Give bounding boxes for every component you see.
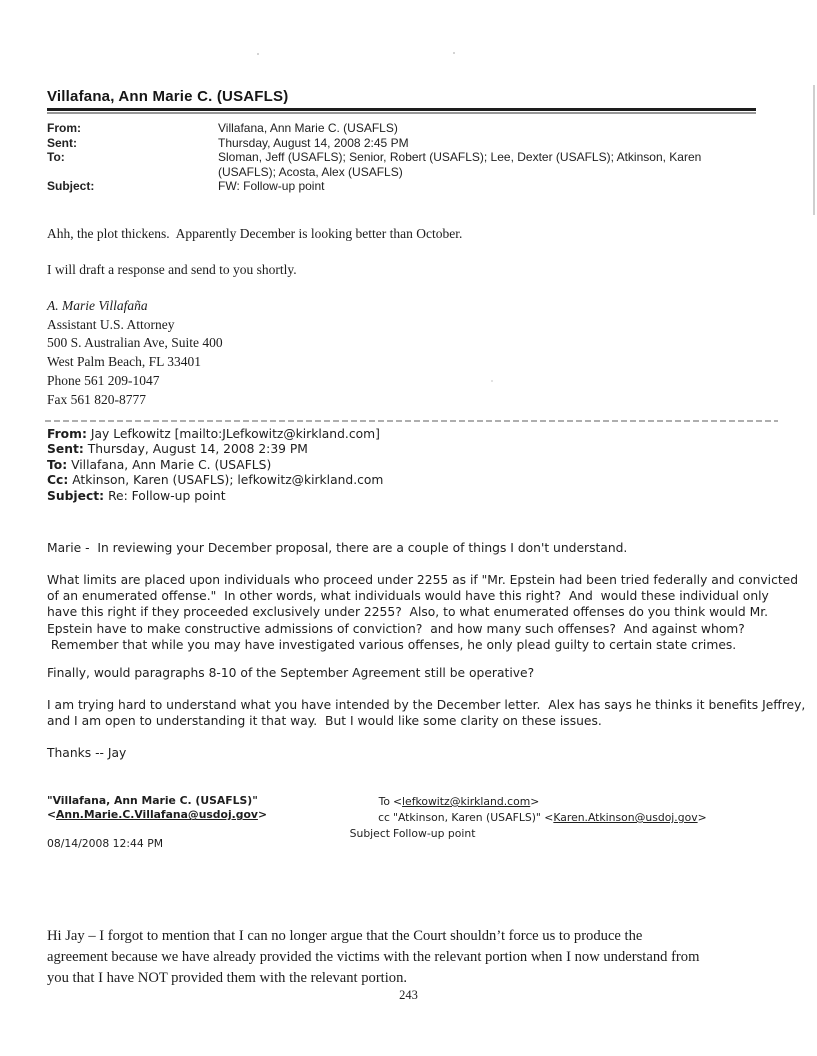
email2-body-paragraph-2	[47, 572, 798, 653]
quote-cc-label: cc	[378, 810, 390, 824]
email2-to-value: Villafana, Ann Marie C. (USAFLS)	[71, 457, 272, 472]
email2-sent-row	[47, 442, 383, 457]
quote-sender-name: "Villafana, Ann Marie C. (USAFLS)"	[47, 794, 258, 807]
email1-subject-label: Subject:	[47, 179, 95, 194]
scan-speck	[453, 52, 455, 54]
paragraph-line: of an enumerated offense." In other words, what individuals would have this right? And would these individual only	[47, 589, 769, 604]
quote-datetime: 08/14/2008 12:44 PM	[47, 837, 164, 850]
email2-cc-value: Atkinson, Karen (USAFLS); lefkowitz@kirkland.com	[72, 473, 384, 488]
email1-subject-value: FW: Follow-up point	[218, 179, 325, 194]
quote-to-row	[345, 794, 707, 810]
quote-cc-value	[393, 810, 707, 826]
email2-sent-label: Sent:	[47, 442, 84, 457]
email2-from-row	[47, 427, 383, 442]
paragraph-line: Remember that while you may have investigated various offenses, he only plead guilty to certain state crimes.	[47, 637, 737, 652]
note-line: Hi Jay – I forgot to mention that I can no longer argue that the Court shouldn’t force us to produce the	[47, 928, 643, 944]
paragraph-line: I am trying hard to understand what you have intended by the December letter. Alex has says he thinks it benefits Jeffrey,	[47, 698, 806, 712]
to-email-link: lefkowitz@kirkland.com	[402, 795, 531, 808]
bracket: <	[47, 808, 57, 822]
email2-cc-label: Cc:	[47, 473, 69, 488]
signature-line: West Palm Beach, FL 33401	[47, 354, 202, 370]
note-line: agreement because we have already provided the victims with the relevant portion when I now understand from	[47, 948, 700, 965]
note-line: you that I have NOT provided them with the relevant portion.	[47, 969, 408, 986]
email2-closing: Thanks -- Jay	[47, 746, 127, 760]
quote-subject-label: Subject	[349, 826, 390, 840]
email1-body-paragraph-2: I will draft a response and send to you shortly.	[47, 262, 297, 277]
email1-signature	[47, 297, 223, 409]
paragraph-line: Epstein have to make constructive admissions of conviction? and how many such offenses? And against whom?	[47, 621, 745, 636]
email1-from-row	[47, 121, 740, 136]
page-header	[47, 89, 756, 114]
email2-header	[47, 427, 383, 504]
signature-name: A. Marie Villafaña	[47, 298, 148, 313]
email1-sent-label: Sent:	[47, 135, 77, 150]
email2-subject-label: Subject:	[47, 488, 105, 503]
email1-to-label: To:	[47, 150, 65, 165]
bracket: >	[697, 810, 707, 824]
quote-to-label: To	[378, 795, 390, 808]
signature-line: Fax 561 820-8777	[47, 391, 146, 407]
signature-line: Phone 561 209-1047	[47, 372, 160, 388]
quote-routing-block	[345, 794, 707, 842]
quote-cc-row	[345, 810, 707, 826]
bracket: <	[393, 795, 403, 808]
quote-sender-email	[47, 808, 267, 822]
title-underline-shadow	[47, 112, 756, 114]
email2-to-row	[47, 458, 383, 473]
scan-edge-artifact	[813, 85, 815, 215]
email1-header	[47, 121, 740, 194]
cc-email-link: Karen.Atkinson@usdoj.gov	[553, 810, 698, 824]
bracket: >	[530, 795, 540, 808]
email1-to-value: Sloman, Jeff (USAFLS); Senior, Robert (USAFLS); Lee, Dexter (USAFLS); Atkinson, Karen (USAFLS); Acosta, Alex (USAFLS)	[218, 150, 705, 179]
email-separator-line	[45, 420, 778, 422]
email1-sent-value: Thursday, August 14, 2008 2:45 PM	[218, 135, 409, 150]
email1-sent-row	[47, 136, 740, 151]
title-underline	[47, 108, 756, 111]
quote-subject-row	[345, 826, 707, 842]
cc-name: "Atkinson, Karen (USAFLS)" <	[393, 810, 554, 824]
email1-to-row	[47, 150, 740, 179]
email2-to-label: To:	[47, 457, 68, 472]
quote-sender-block	[47, 794, 267, 822]
quote-subject-value: Follow-up point	[393, 826, 476, 840]
email2-from-value: Jay Lefkowitz [mailto:JLefkowitz@kirkland.com]	[90, 427, 380, 441]
paragraph-line: What limits are placed upon individuals who proceed under 2255 as if "Mr. Epstein had been tried federally and convicted	[47, 573, 799, 587]
page-title: Villafana, Ann Marie C. (USAFLS)	[47, 88, 289, 105]
email1-from-value: Villafana, Ann Marie C. (USAFLS)	[218, 121, 398, 135]
bracket: >	[257, 808, 267, 822]
email2-from-label: From:	[47, 427, 87, 441]
email2-cc-row	[47, 473, 383, 488]
scan-speck	[491, 380, 493, 382]
email2-sent-value: Thursday, August 14, 2008 2:39 PM	[87, 442, 308, 457]
page-number: 243	[399, 988, 418, 1002]
email1-from-label: From:	[47, 121, 81, 135]
scan-speck	[257, 53, 259, 55]
email2-body-paragraph-4	[47, 698, 805, 729]
signature-line: 500 S. Australian Ave, Suite 400	[47, 335, 223, 351]
paragraph-line: and I am open to understanding it that way. But I would like some clarity on these issues.	[47, 713, 602, 728]
paragraph-line: have this right if they proceeded exclusively under 2255? Also, to what enumerated offenses do you think would Mr.	[47, 605, 769, 620]
email2-subject-value: Re: Follow-up point	[108, 488, 226, 503]
signature-line: Assistant U.S. Attorney	[47, 316, 175, 332]
email2-subject-row	[47, 489, 383, 504]
email1-body-paragraph-1: Ahh, the plot thickens. Apparently December is looking better than October.	[47, 226, 463, 241]
email2-body-paragraph-1: Marie - In reviewing your December proposal, there are a couple of things I don't understand.	[47, 541, 628, 555]
sender-email-link: Ann.Marie.C.Villafana@usdoj.gov	[56, 808, 258, 822]
email2-body-paragraph-3: Finally, would paragraphs 8-10 of the September Agreement still be operative?	[47, 666, 535, 680]
final-note	[47, 926, 771, 988]
quote-to-value	[393, 794, 539, 810]
email1-subject-row	[47, 179, 740, 194]
